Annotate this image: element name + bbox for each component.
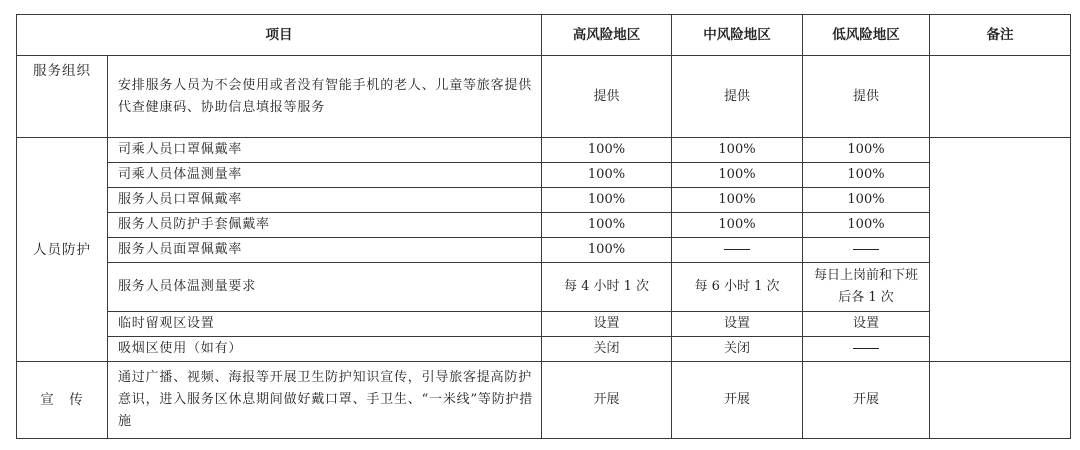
low-risk-value: 开展 xyxy=(803,362,930,439)
table-row xyxy=(17,312,1071,337)
high-risk-value: 100% xyxy=(542,238,672,263)
high-risk-value: 100% xyxy=(542,163,672,188)
low-risk-value: 提供 xyxy=(803,56,930,138)
header-note: 备注 xyxy=(930,15,1071,56)
item-cell: 吸烟区使用（如有） xyxy=(108,337,542,362)
item-cell: 安排服务人员为不会使用或者没有智能手机的老人、儿童等旅客提供代查健康码、协助信息填报等服务 xyxy=(108,56,542,138)
header-low-risk: 低风险地区 xyxy=(803,15,930,56)
high-risk-value: 100% xyxy=(542,138,672,163)
risk-measures-table xyxy=(16,14,1071,439)
mid-risk-value: 开展 xyxy=(672,362,803,439)
table-row xyxy=(17,213,1071,238)
group-label-publicity: 宣 传 xyxy=(17,362,108,439)
table-row xyxy=(17,188,1071,213)
item-cell: 司乘人员口罩佩戴率 xyxy=(108,138,542,163)
low-risk-value: 100% xyxy=(803,188,930,213)
high-risk-value: 100% xyxy=(542,188,672,213)
header-item: 项目 xyxy=(17,15,542,56)
item-cell: 通过广播、视频、海报等开展卫生防护知识宣传，引导旅客提高防护意识，进入服务区休息期间做好戴口罩、手卫生、“一米线”等防护措施 xyxy=(108,362,542,439)
item-cell: 服务人员防护手套佩戴率 xyxy=(108,213,542,238)
high-risk-value: 设置 xyxy=(542,312,672,337)
header-mid-risk: 中风险地区 xyxy=(672,15,803,56)
item-cell: 服务人员体温测量要求 xyxy=(108,263,542,312)
low-risk-value: 每日上岗前和下班后各 1 次 xyxy=(803,263,930,312)
header-high-risk: 高风险地区 xyxy=(542,15,672,56)
item-cell: 司乘人员体温测量率 xyxy=(108,163,542,188)
mid-risk-value: 100% xyxy=(672,213,803,238)
table-container xyxy=(16,14,1071,439)
low-risk-value: 设置 xyxy=(803,312,930,337)
group-label-personnel: 人员防护 xyxy=(17,138,108,362)
low-risk-value xyxy=(803,337,930,362)
table-row xyxy=(17,163,1071,188)
high-risk-value: 开展 xyxy=(542,362,672,439)
mid-risk-value: 100% xyxy=(672,188,803,213)
mid-risk-value: 100% xyxy=(672,163,803,188)
dash-mark xyxy=(724,249,750,250)
note-cell xyxy=(930,362,1071,439)
dash-mark xyxy=(853,348,879,349)
high-risk-value: 每 4 小时 1 次 xyxy=(542,263,672,312)
table-row xyxy=(17,263,1071,312)
mid-risk-value: 设置 xyxy=(672,312,803,337)
table-row xyxy=(17,56,1071,138)
item-cell: 临时留观区设置 xyxy=(108,312,542,337)
item-cell: 服务人员面罩佩戴率 xyxy=(108,238,542,263)
low-risk-value: 100% xyxy=(803,163,930,188)
table-row xyxy=(17,238,1071,263)
item-cell: 服务人员口罩佩戴率 xyxy=(108,188,542,213)
table-row xyxy=(17,337,1071,362)
mid-risk-value: 关闭 xyxy=(672,337,803,362)
high-risk-value: 提供 xyxy=(542,56,672,138)
mid-risk-value: 100% xyxy=(672,138,803,163)
mid-risk-value: 每 6 小时 1 次 xyxy=(672,263,803,312)
mid-risk-value xyxy=(672,238,803,263)
note-cell xyxy=(930,138,1071,362)
high-risk-value: 100% xyxy=(542,213,672,238)
table-row xyxy=(17,362,1071,439)
group-label-service-org: 服务组织 xyxy=(17,56,108,138)
table-row xyxy=(17,138,1071,163)
note-cell xyxy=(930,56,1071,138)
low-risk-value: 100% xyxy=(803,213,930,238)
low-risk-value xyxy=(803,238,930,263)
mid-risk-value: 提供 xyxy=(672,56,803,138)
dash-mark xyxy=(853,249,879,250)
low-risk-value: 100% xyxy=(803,138,930,163)
header-row xyxy=(17,15,1071,56)
high-risk-value: 关闭 xyxy=(542,337,672,362)
